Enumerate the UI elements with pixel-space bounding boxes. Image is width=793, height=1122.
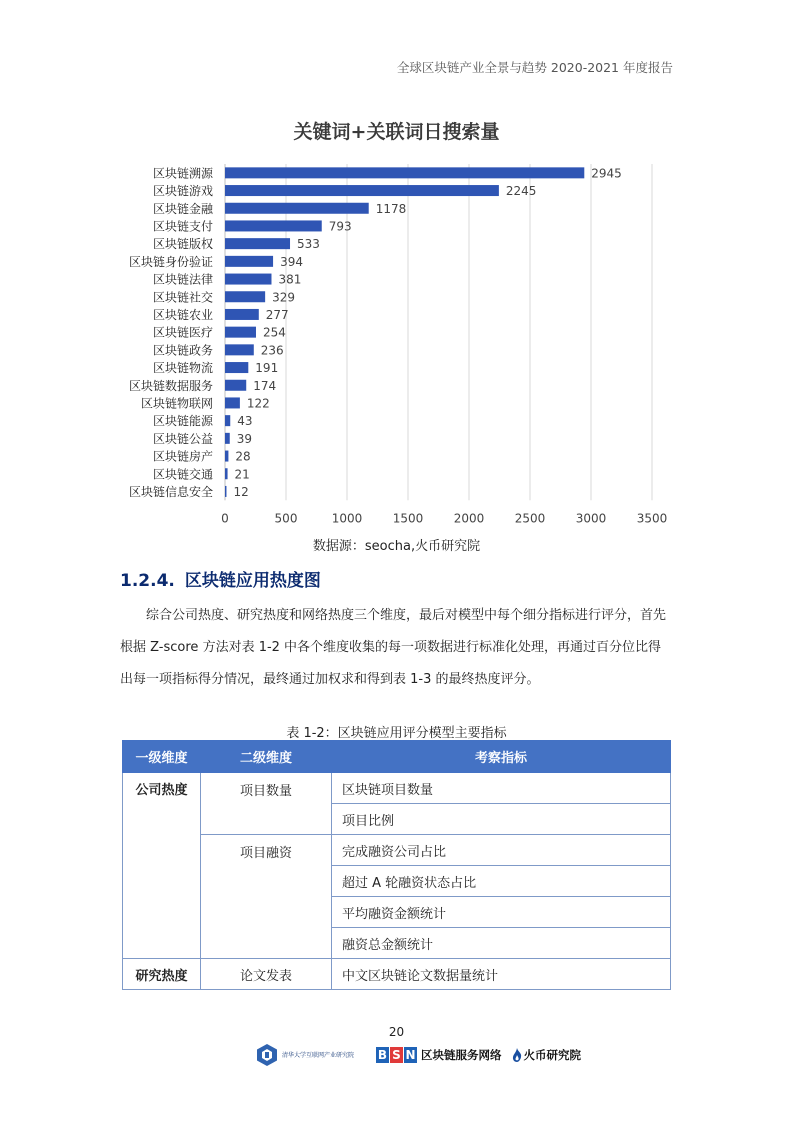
data-label: 43	[237, 414, 253, 429]
bar	[225, 291, 265, 302]
section-number: 1.2.4.	[120, 571, 175, 591]
indicator-cell: 完成融资公司占比	[332, 835, 671, 866]
category-label: 区块链房产	[152, 449, 213, 464]
bar	[225, 380, 246, 391]
indicator-cell: 项目比例	[332, 804, 671, 835]
data-label: 394	[280, 254, 303, 269]
data-label: 254	[262, 325, 286, 340]
table-header-indicator: 考察指标	[332, 741, 671, 773]
bar	[225, 327, 256, 338]
bsn-logo	[376, 1047, 502, 1063]
bar	[225, 185, 499, 196]
chart-title: 关键词+关联词日搜索量	[293, 121, 500, 143]
x-tick-label: 3500	[636, 511, 668, 526]
category-label: 区块链政务	[152, 343, 213, 358]
tsinghua-logo	[256, 1043, 366, 1067]
category-label: 区块链数据服务	[128, 378, 213, 393]
bsn-letter-s: S	[390, 1047, 403, 1063]
report-header: 全球区块链产业全景与趋势 2020-2021 年度报告	[396, 60, 673, 75]
bar	[225, 486, 226, 497]
section-heading	[120, 566, 321, 591]
data-label: 533	[297, 237, 320, 252]
level1-cell: 研究热度	[123, 959, 201, 990]
category-label: 区块链身份验证	[128, 254, 213, 269]
bar	[225, 362, 248, 373]
x-tick-label: 1000	[331, 511, 363, 526]
indicator-cell: 超过 A 轮融资状态占比	[332, 866, 671, 897]
level2-cell: 论文发表	[201, 959, 332, 990]
data-label: 1178	[375, 201, 407, 216]
bar	[225, 220, 322, 231]
bar	[225, 468, 228, 479]
category-label: 区块链金融	[152, 201, 213, 216]
tsinghua-logo-text: 清华大学互联网产业研究院	[282, 1051, 355, 1059]
table-caption: 表 1-2：区块链应用评分模型主要指标	[286, 726, 507, 741]
data-label: 122	[246, 396, 270, 411]
bar	[225, 167, 584, 178]
category-label: 区块链交通	[152, 467, 213, 482]
indicator-table	[122, 740, 671, 990]
indicator-cell: 中文区块链论文数据量统计	[332, 959, 671, 990]
x-tick-label: 500	[274, 511, 298, 526]
x-tick-label: 1500	[392, 511, 424, 526]
data-label: 329	[272, 290, 296, 305]
data-label: 793	[328, 219, 352, 234]
level2-cell: 项目融资	[201, 835, 332, 959]
category-label: 区块链物流	[152, 361, 213, 376]
x-tick-label: 3000	[575, 511, 607, 526]
category-label: 区块链法律	[152, 272, 213, 287]
bar-chart	[0, 160, 793, 530]
bsn-logo-text: 区块链服务网络	[421, 1048, 502, 1062]
indicator-cell: 平均融资金额统计	[332, 897, 671, 928]
table-header-level2: 二级维度	[201, 741, 332, 773]
flame-icon	[512, 1048, 522, 1062]
bar	[225, 451, 228, 462]
indicator-cell: 融资总金额统计	[332, 928, 671, 959]
data-label: 381	[278, 272, 302, 287]
category-label: 区块链支付	[152, 219, 213, 234]
page-number: 20	[388, 1025, 405, 1039]
bar	[225, 344, 254, 355]
footer-logos	[256, 1040, 581, 1070]
category-label: 区块链公益	[152, 431, 213, 446]
bar	[225, 238, 290, 249]
bar	[225, 415, 230, 426]
indicator-cell: 区块链项目数量	[332, 773, 671, 804]
data-label: 28	[235, 449, 251, 464]
table-row	[123, 773, 671, 804]
x-tick-label: 2500	[514, 511, 546, 526]
category-label: 区块链游戏	[152, 184, 213, 199]
data-label: 191	[255, 361, 279, 376]
bar	[225, 256, 273, 267]
section-title: 区块链应用热度图	[184, 571, 321, 591]
bar	[225, 274, 271, 285]
category-label: 区块链能源	[152, 414, 213, 429]
level1-cell: 公司热度	[123, 773, 201, 959]
data-label: 2245	[505, 184, 537, 199]
category-label: 区块链物联网	[140, 396, 213, 411]
bsn-letter-n: N	[405, 1048, 416, 1062]
data-label: 277	[265, 307, 289, 322]
data-label: 174	[253, 378, 277, 393]
hexagon-logo-icon	[256, 1043, 278, 1067]
data-label: 21	[234, 467, 250, 482]
bsn-letter-b: B	[377, 1048, 388, 1062]
x-tick-label: 2000	[453, 511, 485, 526]
data-label: 39	[236, 431, 253, 446]
category-label: 区块链医疗	[152, 325, 213, 340]
data-label: 2945	[591, 166, 622, 181]
data-label: 236	[260, 343, 284, 358]
bar	[225, 309, 259, 320]
data-label: 12	[233, 484, 249, 499]
bar	[225, 397, 240, 408]
category-label: 区块链版权	[152, 237, 213, 252]
level2-cell: 项目数量	[201, 773, 332, 835]
category-label: 区块链社交	[152, 290, 213, 305]
x-tick-label: 0	[221, 511, 229, 526]
table-row	[123, 959, 671, 990]
huobi-logo	[512, 1047, 582, 1063]
table-row	[123, 835, 671, 866]
huobi-logo-text: 火币研究院	[523, 1048, 581, 1062]
bar	[225, 203, 369, 214]
body-paragraph: 综合公司热度、研究热度和网络热度三个维度，最后对模型中每个细分指标进行评分，首先根据 Z-score 方法对表 1-2 中各个维度收集的每一项数据进行标准化处理，再通过百分位比得出每一项指标得分情况，最终通过加权求和得到表 1-3 的最终热度评分。	[120, 608, 667, 687]
category-label: 区块链农业	[152, 307, 213, 322]
bar	[225, 433, 230, 444]
chart-source: 数据源：seocha,火币研究院	[312, 539, 481, 554]
table-header-level1: 一级维度	[123, 741, 201, 773]
category-label: 区块链溯源	[152, 166, 213, 181]
category-label: 区块链信息安全	[128, 484, 213, 499]
